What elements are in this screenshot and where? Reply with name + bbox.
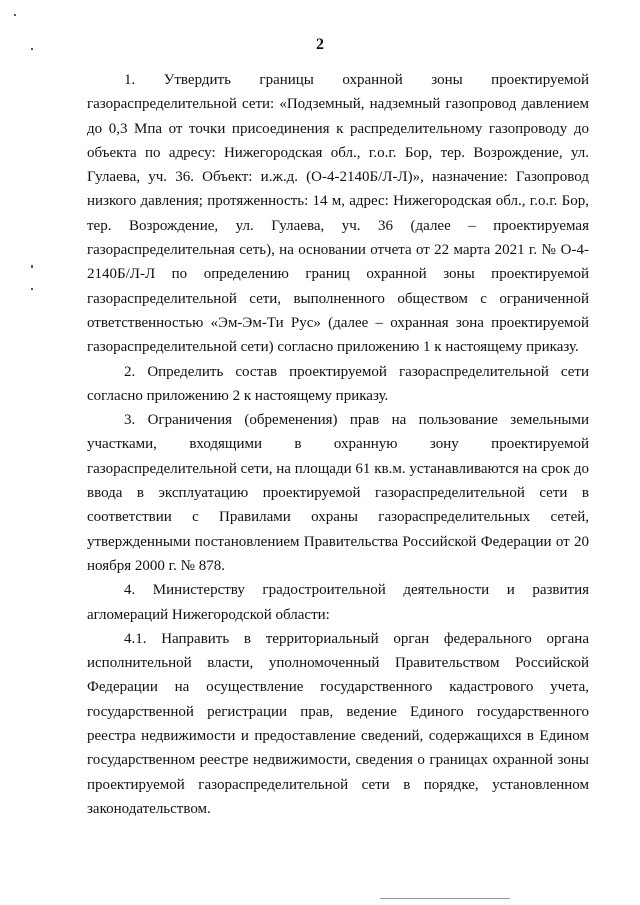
document-body <box>87 68 589 821</box>
paragraph-3: 3. Ограничения (обременения) прав на пользование земельными участками, входящими в охранную зону проектируемой газораспределительной сети, на площади 61 кв.м. устанавливаются на срок до ввода в эксплуатацию проектируемой газораспределительной сети в соответствии с Правилами охраны газораспределительных сетей, утвержденными постановлением Правительства Российской Федерации от 20 ноября 2000 г. № 878. <box>87 412 589 574</box>
page-number: 2 <box>316 36 324 53</box>
paragraph-1: 1. Утвердить границы охранной зоны проектируемой газораспределительной сети: «Подземный, надземный газопровод давлением до 0,3 Мпа от точки присоединения к распределительному газопроводу до объекта по адресу: Нижегородская обл., г.о.г. Бор, тер. Возрождение, ул. Гулаева, уч. 36. Объект: и.ж.д. (О-4-2140Б/Л-Л)», назначение: Газопровод низкого давления; протяженность: 14 м, адрес: Нижегородская обл., г.о.г. Бор, тер. Возрождение, ул. Гулаева, уч. 36 (далее – проектируемая газораспределительная сеть), на основании отчета от 22 марта 2021 г. № О-4-2140Б/Л-Л по определению границ охранной зоны проектируемой газораспределительной сети, выполненного обществом с ограниченной ответственностью «Эм-Эм-Ти Рус» (далее – охранная зона проектируемой газораспределительной сети) согласно приложению 1 к настоящему приказу. <box>87 72 589 356</box>
paragraph-4: 4. Министерству градостроительной деятельности и развития агломераций Нижегородской области: <box>87 582 589 623</box>
scan-artifact <box>14 14 16 16</box>
scan-artifact <box>31 265 33 268</box>
paragraph-2: 2. Определить состав проектируемой газораспределительной сети согласно приложению 2 к настоящему приказу. <box>87 363 589 404</box>
footer-divider <box>380 898 510 899</box>
paragraph-4-1: 4.1. Направить в территориальный орган федерального органа исполнительной власти, уполномоченный Правительством Российской Федерации на осуществление государственного кадастрового учета, государственной регистрации прав, ведение Единого государственного реестра недвижимости и предоставление сведений, содержащихся в Едином государственном реестре недвижимости, сведения о границах охранной зоны проектируемой газораспределительной сети в порядке, установленном законодательством. <box>87 630 589 817</box>
scan-artifact <box>31 288 33 290</box>
